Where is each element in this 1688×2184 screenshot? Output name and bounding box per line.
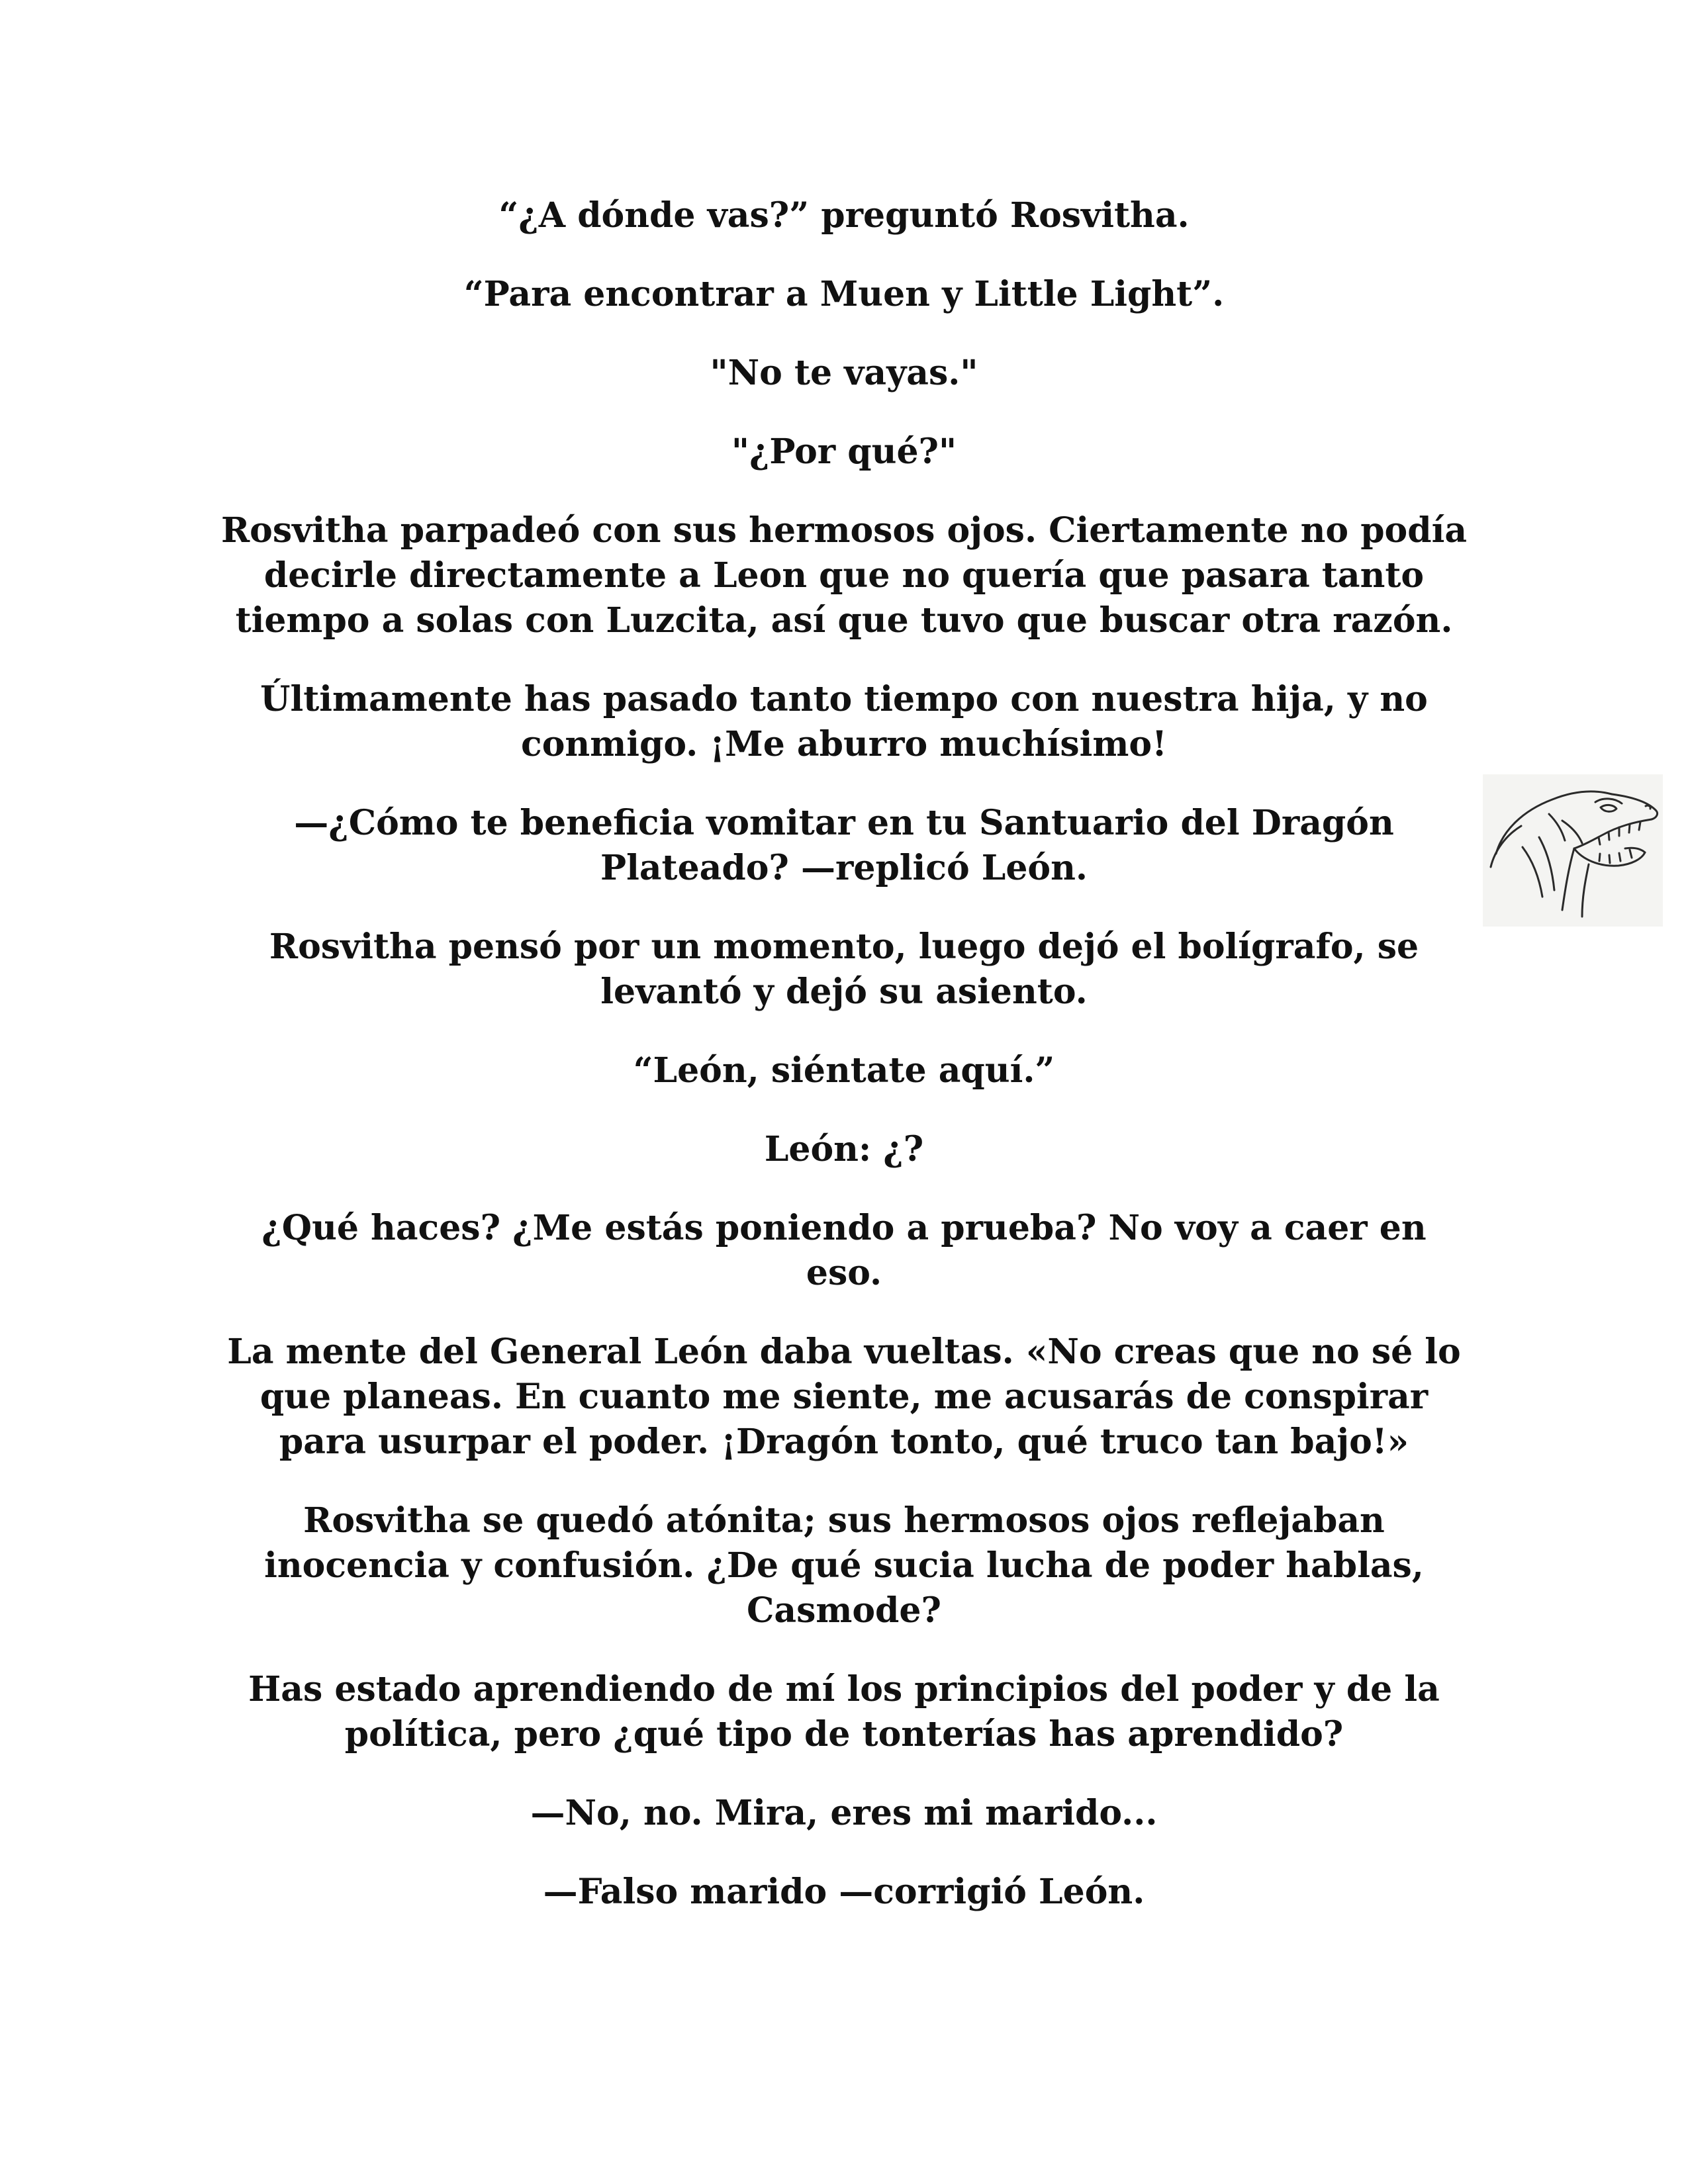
paragraph: “¿A dónde vas?” preguntó Rosvitha.: [498, 195, 1190, 236]
story-text: [218, 193, 1470, 1948]
paragraph: La mente del General León daba vueltas. «No creas que no sé lo que planeas. En cuanto me siente, me acusarás de conspirar para usurpar el poder. ¡Dragón tonto, qué truco tan bajo!»: [227, 1332, 1461, 1462]
paragraph: Has estado aprendiendo de mí los principios del poder y de la política, pero ¿qué tipo de tonterías has aprendido?: [248, 1669, 1440, 1754]
dragon-head-sketch-icon: [1483, 774, 1663, 927]
paragraph: —¿Cómo te beneficia vomitar en tu Santuario del Dragón Plateado? —replicó León.: [294, 803, 1394, 888]
paragraph: León: ¿?: [764, 1129, 924, 1169]
paragraph: Rosvitha parpadeó con sus hermosos ojos. Ciertamente no podía decirle directamente a Leon que no quería que pasara tanto tiempo a solas con Luzcita, así que tuvo que buscar otra razón.: [220, 510, 1468, 641]
paragraph: Rosvitha se quedó atónita; sus hermosos ojos reflejaban inocencia y confusión. ¿De qué sucia lucha de poder hablas, Casmode?: [264, 1500, 1424, 1631]
paragraph: ¿Qué haces? ¿Me estás poniendo a prueba? No voy a caer en eso.: [261, 1208, 1427, 1293]
paragraph: —No, no. Mira, eres mi marido...: [530, 1793, 1158, 1833]
paragraph: —Falso marido —corrigió León.: [543, 1872, 1145, 1912]
paragraph: “Para encontrar a Muen y Little Light”.: [463, 274, 1225, 314]
paragraph: Rosvitha pensó por un momento, luego dejó el bolígrafo, se levantó y dejó su asiento.: [269, 927, 1419, 1012]
paragraph: Últimamente has pasado tanto tiempo con nuestra hija, y no conmigo. ¡Me aburro muchísimo!: [260, 679, 1428, 764]
paragraph: "No te vayas.": [710, 353, 978, 393]
paragraph: “León, siéntate aquí.”: [633, 1050, 1055, 1091]
paragraph: "¿Por qué?": [731, 432, 957, 472]
